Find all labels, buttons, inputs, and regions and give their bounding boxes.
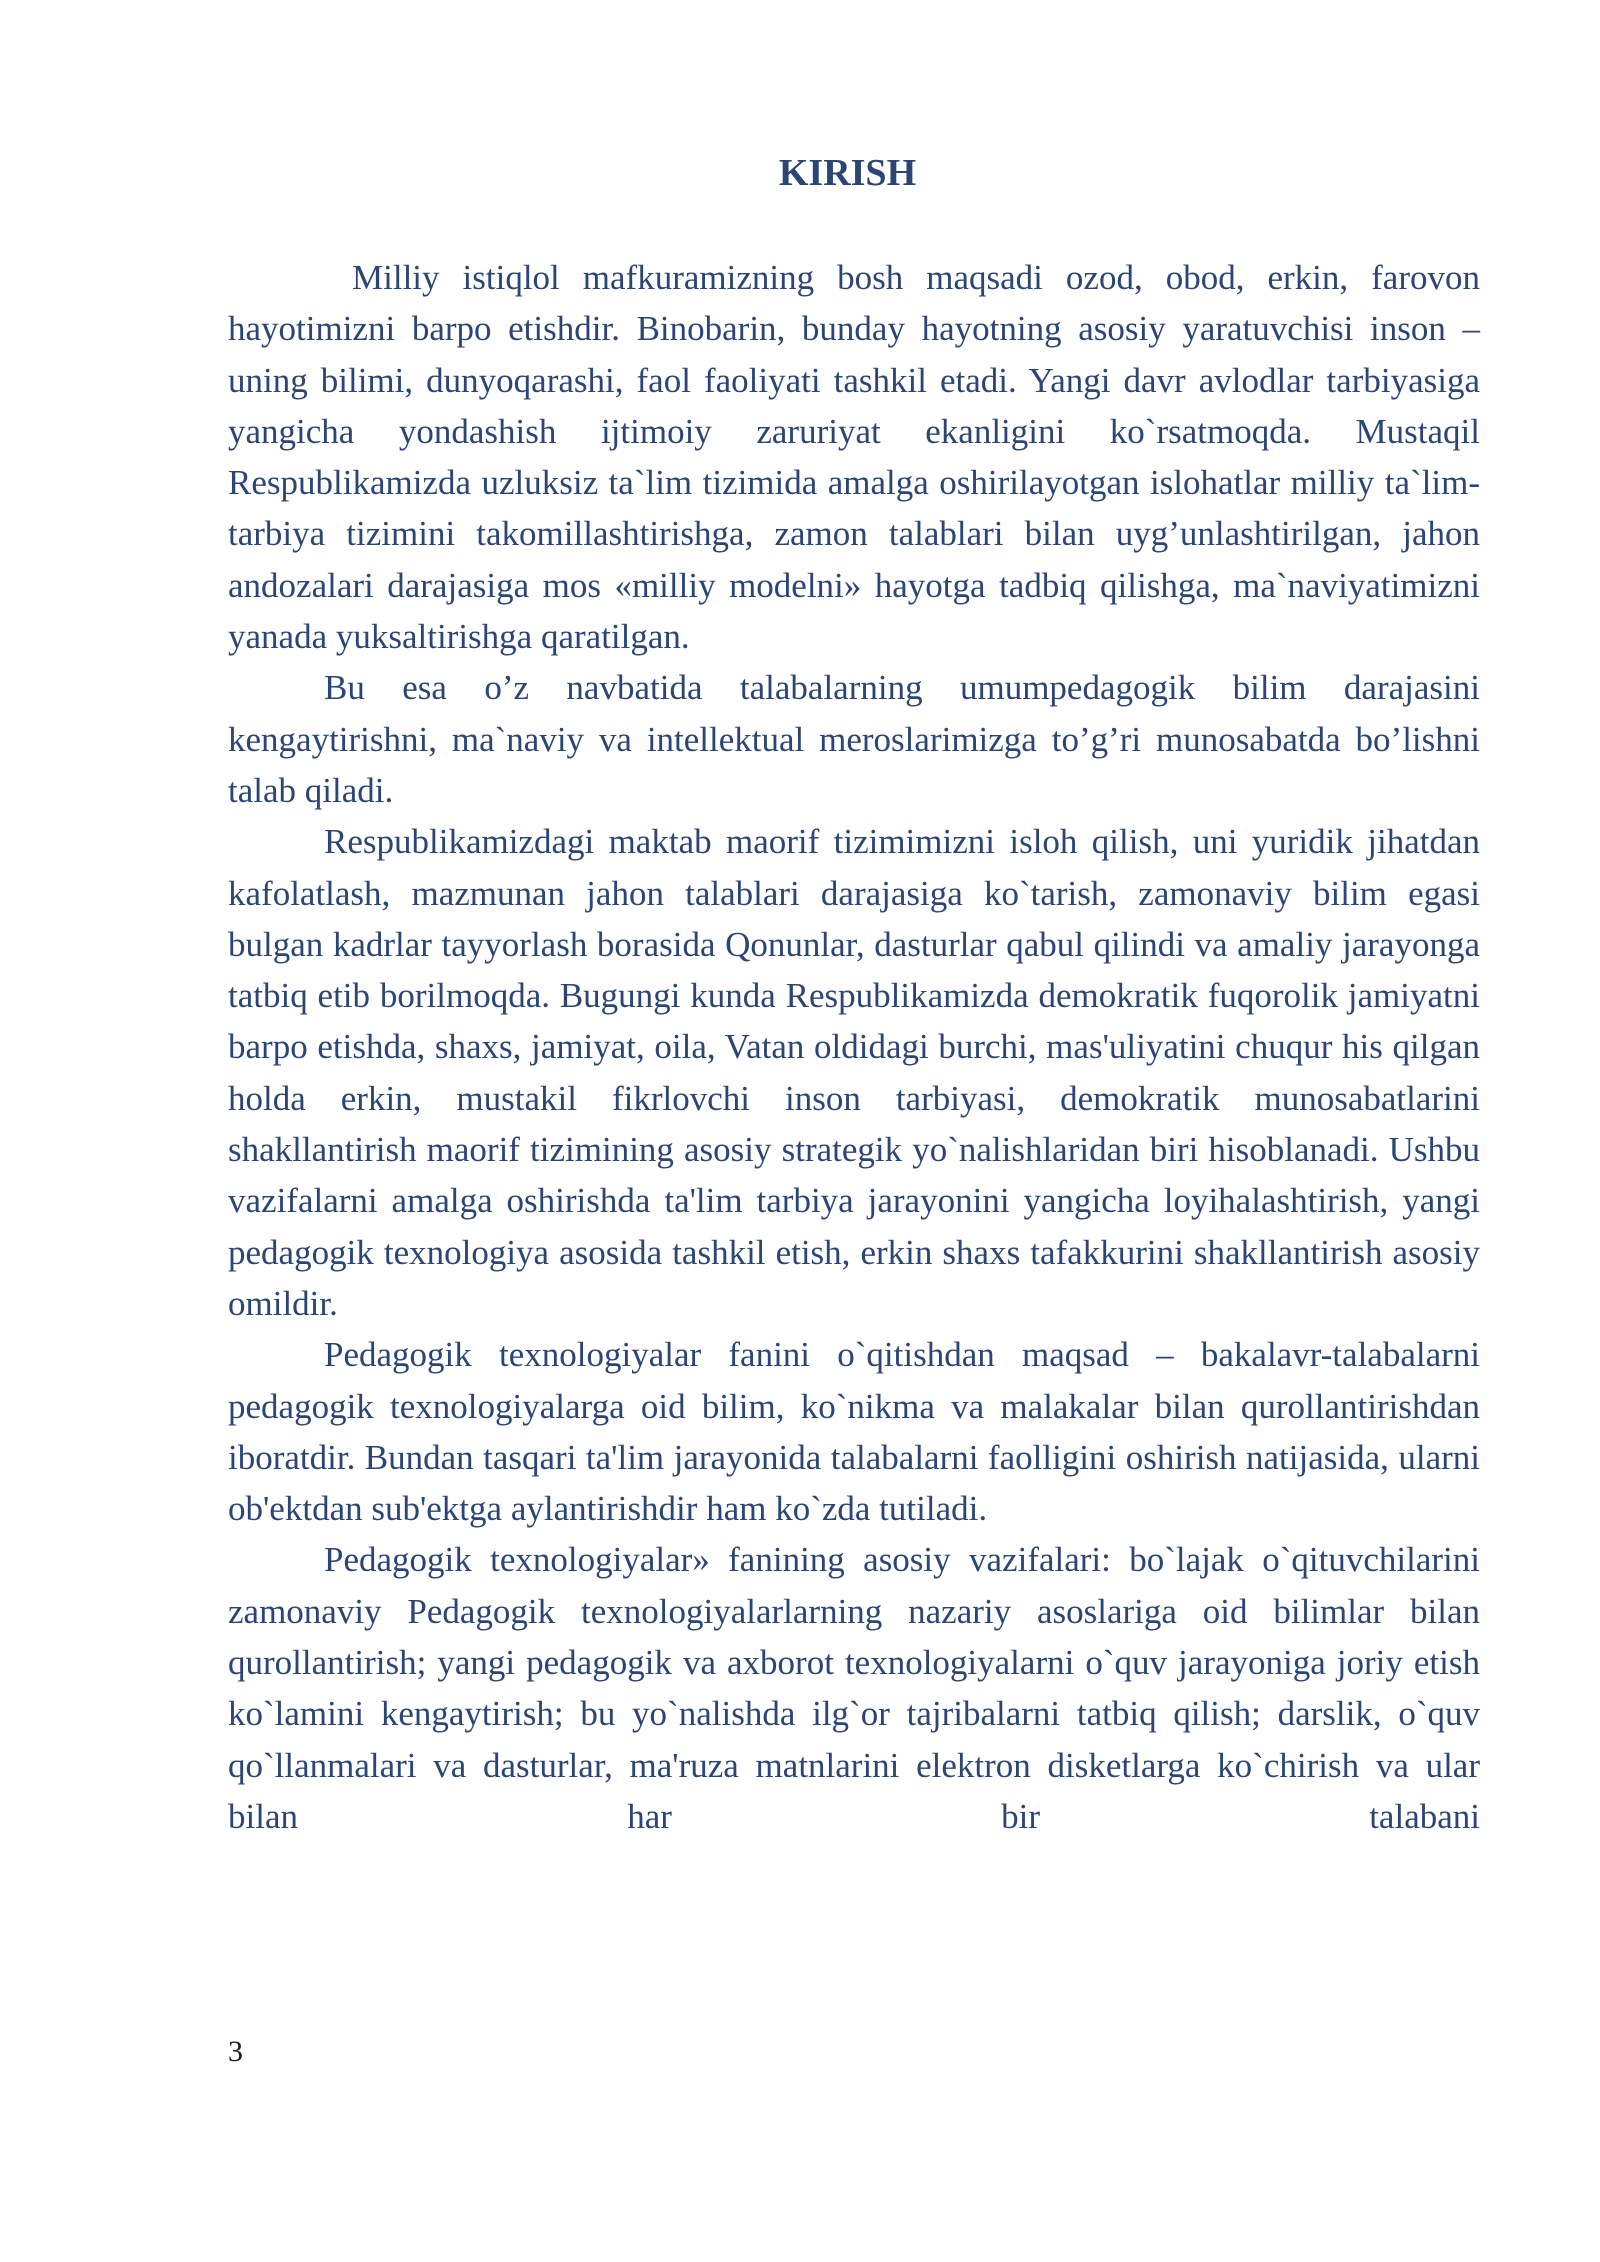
paragraph-2: Bu esa o’z navbatida talabalarning umumpedagogik bilim darajasini kengaytirishni, ma`naviy va intellektual meroslarimizga to’g’ri munosabatda bo’lishni talab qiladi. xyxy=(228,668,1480,810)
document-body xyxy=(228,252,1480,1842)
page-number: 3 xyxy=(228,2035,243,2068)
paragraph-5: Pedagogik texnologiyalar» fanining asosiy vazifalari: bo`lajak o`qituvchilarini zamonaviy Pedagogik texnologiyalarlarning nazariy asoslariga oid bilimlar bilan qurollantirish; yangi pedagogik va axborot texnologiyalarni o`quv jarayoniga joriy etish ko`lamini kengaytirish; bu yo`nalishda ilg`or tajribalarni tatbiq qilish; darslik, o`quv qo`llanmalari va dasturlar, ma'ruza matnlarini elektron disketlarga ko`chirish va ular bilan har bir talabani xyxy=(228,1540,1480,1836)
paragraph-4: Pedagogik texnologiyalar fanini o`qitishdan maqsad – bakalavr-talabalarni pedagogik texnologiyalarga oid bilim, ko`nikma va malakalar bilan qurollantirishdan iboratdir. Bundan tasqari ta'lim jarayonida talabalarni faolligini oshirish natijasida, ularni ob'ektdan sub'ektga aylantirishdir ham ko`zda tutiladi. xyxy=(228,1335,1480,1529)
page-title: KIRISH xyxy=(778,152,917,194)
paragraph-3: Respublikamizdagi maktab maorif tizimimizni isloh qilish, uni yuridik jihatdan kafolatlash, mazmunan jahon talablari darajasiga ko`tarish, zamonaviy bilim egasi bulgan kadrlar tayyorlash borasida Qonunlar, dasturlar qabul qilindi va amaliy jarayonga tatbiq etib borilmoqda. Bugungi kunda Respublikamizda demokratik fuqorolik jamiyatni barpo etishda, shaxs, jamiyat, oila, Vatan oldidagi burchi, mas'uliyatini chuqur his qilgan holda erkin, mustakil fikrlovchi inson tarbiyasi, demokratik munosabatlarini shakllantirish maorif tizimining asosiy strategik yo`nalishlaridan biri hisoblanadi. Ushbu vazifalarni amalga oshirishda ta'lim tarbiya jarayonini yangicha loyihalashtirish, yangi pedagogik texnologiya asosida tashkil etish, erkin shaxs tafakkurini shakllantirish asosiy omildir. xyxy=(228,822,1480,1323)
paragraph-1: Milliy istiqlol mafkuramizning bosh maqsadi ozod, obod, erkin, farovon hayotimizni barpo etishdir. Binobarin, bunday hayotning asosiy yaratuvchisi inson – uning bilimi, dunyoqarashi, faol faoliyati tashkil etadi. Yangi davr avlodlar tarbiyasiga yangicha yondashish ijtimoiy zaruriyat ekanligini ko`rsatmoqda. Mustaqil Respublikamizda uzluksiz ta`lim tizimida amalga oshirilayotgan islohatlar milliy ta`lim-tarbiya tizimini takomillashtirishga, zamon talablari bilan uyg’unlashtirilgan, jahon andozalari darajasiga mos «milliy modelni» hayotga tadbiq qilishga, ma`naviyatimizni yanada yuksaltirishga qaratilgan. xyxy=(228,258,1480,657)
